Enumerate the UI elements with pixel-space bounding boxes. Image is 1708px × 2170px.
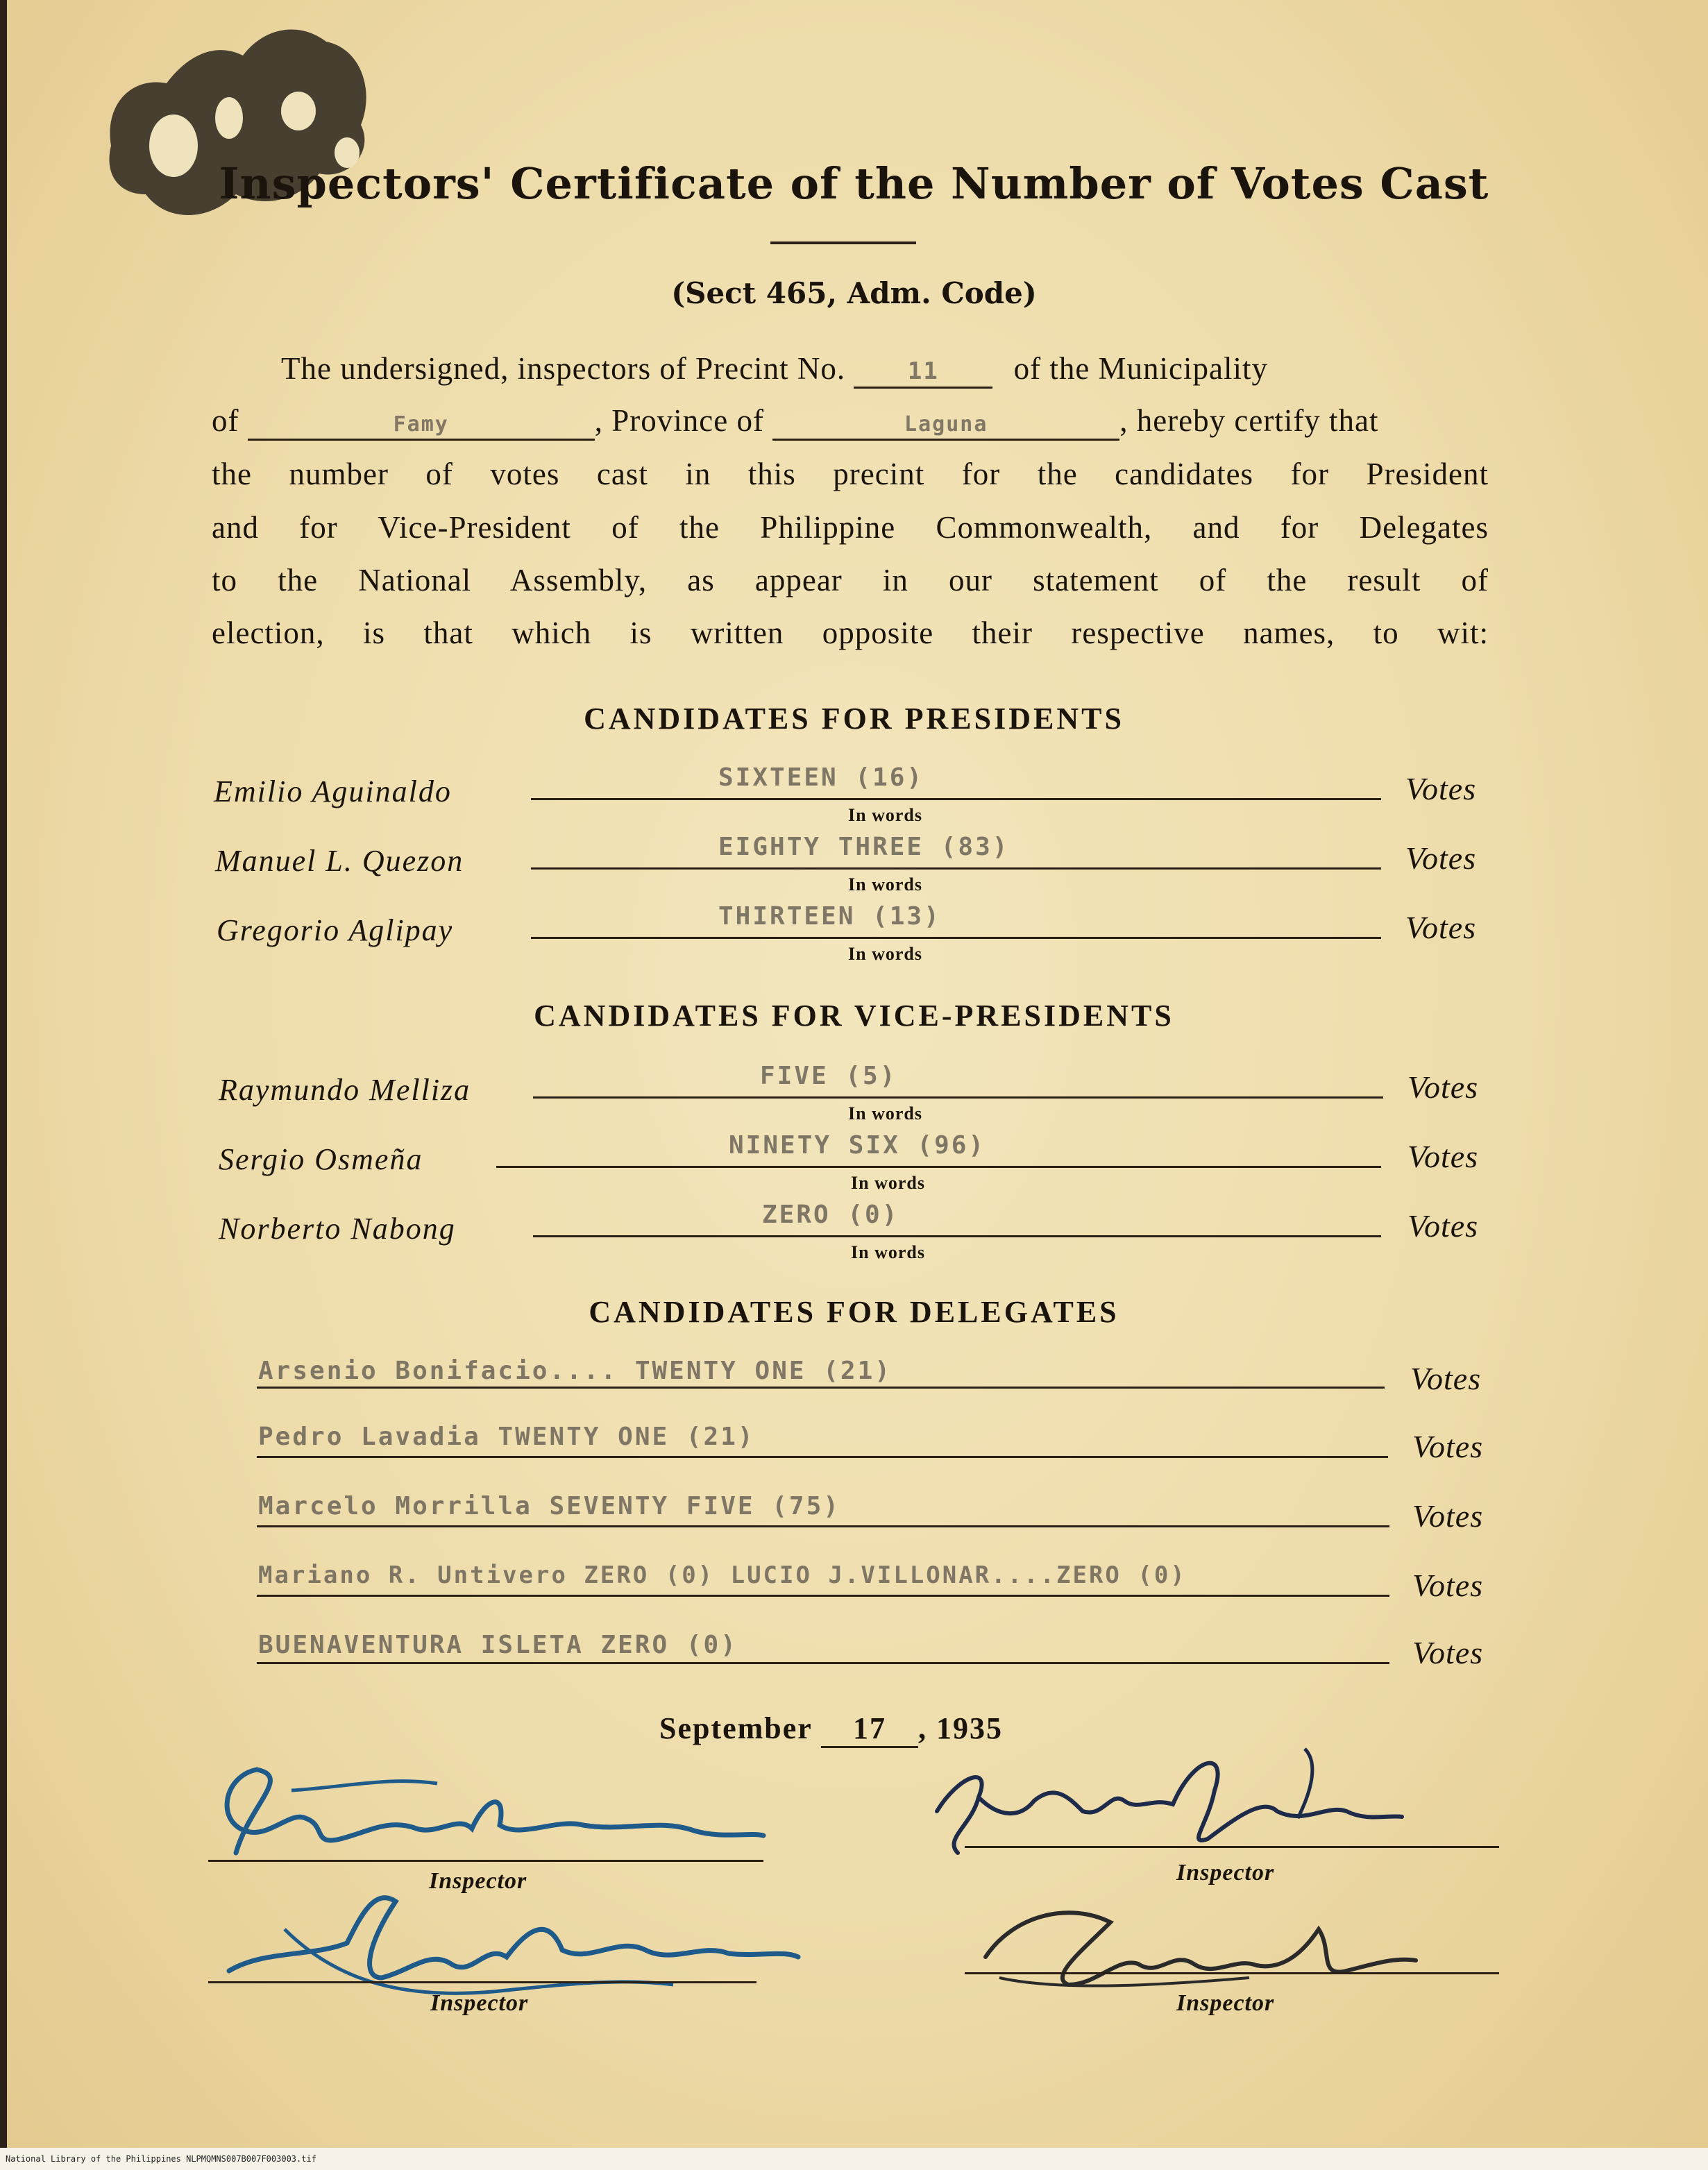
- vote-count-typed: THIRTEEN (13): [718, 902, 941, 931]
- document-subtitle: (Sect 465, Adm. Code): [671, 276, 1037, 310]
- delegate-entry-typed: Marcelo Morrilla SEVENTY FIVE (75): [258, 1492, 840, 1520]
- province-field: Laguna: [772, 402, 1119, 441]
- answer-line: [257, 1456, 1388, 1458]
- candidate-name: Emilio Aguinaldo: [214, 774, 452, 808]
- answer-line: [533, 1235, 1381, 1237]
- delegates-heading: CANDIDATES FOR DELEGATES: [589, 1295, 1119, 1329]
- intro-line-6: election, is that which is written opposite their respective names, to wit:: [212, 616, 1489, 650]
- intro-line-2: of Famy , Province of Laguna , hereby certify that: [212, 402, 1489, 441]
- answer-line: [531, 867, 1381, 870]
- signature-line: [208, 1860, 763, 1862]
- day-field: 17: [821, 1711, 918, 1748]
- presidents-heading: CANDIDATES FOR PRESIDENTS: [584, 702, 1124, 736]
- scan-edge: [0, 0, 7, 2170]
- vote-count-typed: SIXTEEN (16): [718, 763, 924, 792]
- answer-line: [257, 1525, 1389, 1527]
- in-words-label: In words: [848, 805, 922, 825]
- vote-count-typed: NINETY SIX (96): [729, 1131, 986, 1160]
- in-words-label: In words: [848, 944, 922, 964]
- votes-label: Votes: [1412, 1429, 1484, 1464]
- votes-label: Votes: [1405, 771, 1477, 806]
- delegate-entry-typed: Mariano R. Untivero ZERO (0) LUCIO J.VILLONAR....ZERO (0): [258, 1561, 1187, 1589]
- answer-line: [257, 1387, 1385, 1389]
- signature-line: [208, 1981, 756, 1983]
- intro-line-4: and for Vice-President of the Philippine Commonwealth, and for Delegates: [212, 510, 1489, 545]
- answer-line: [496, 1166, 1381, 1168]
- answer-line: [531, 798, 1381, 800]
- candidate-name: Manuel L. Quezon: [215, 844, 464, 878]
- vote-count-typed: EIGHTY THREE (83): [718, 833, 1010, 861]
- municipality-field: Famy: [248, 402, 595, 441]
- delegate-entry-typed: BUENAVENTURA ISLETA ZERO (0): [258, 1631, 738, 1659]
- inspector-label: Inspector: [1176, 1990, 1275, 2016]
- votes-label: Votes: [1412, 1568, 1484, 1603]
- votes-label: Votes: [1405, 910, 1477, 945]
- title-divider: [770, 241, 916, 244]
- votes-label: Votes: [1412, 1498, 1484, 1534]
- votes-label: Votes: [1405, 840, 1477, 876]
- answer-line: [533, 1096, 1383, 1099]
- delegate-entry-typed: Pedro Lavadia TWENTY ONE (21): [258, 1423, 755, 1451]
- vote-count-typed: FIVE (5): [760, 1062, 897, 1090]
- candidate-name: Raymundo Melliza: [219, 1073, 471, 1107]
- votes-label: Votes: [1407, 1208, 1479, 1244]
- vice-presidents-heading: CANDIDATES FOR VICE-PRESIDENTS: [534, 999, 1174, 1033]
- signature-line: [965, 1972, 1499, 1974]
- candidate-name: Sergio Osmeña: [219, 1142, 423, 1176]
- inspector-label: Inspector: [430, 1990, 529, 2016]
- delegate-entry-typed: Arsenio Bonifacio.... TWENTY ONE (21): [258, 1357, 892, 1385]
- intro-line-3: the number of votes cast in this precint for the candidates for President: [212, 457, 1489, 491]
- answer-line: [257, 1662, 1389, 1664]
- intro-line-5: to the National Assembly, as appear in our statement of the result of: [212, 563, 1489, 597]
- signature-line: [965, 1846, 1499, 1848]
- answer-line: [257, 1595, 1389, 1597]
- scan-footer-text: National Library of the Philippines NLPMQMNS007B007F003003.tif: [6, 2154, 316, 2164]
- answer-line: [531, 937, 1381, 939]
- in-words-label: In words: [851, 1242, 925, 1262]
- intro-line-1: The undersigned, inspectors of Precint No. 11 of the Municipality: [212, 350, 1489, 389]
- votes-label: Votes: [1412, 1635, 1484, 1670]
- votes-label: Votes: [1410, 1361, 1482, 1396]
- candidate-name: Gregorio Aglipay: [217, 913, 454, 947]
- in-words-label: In words: [848, 874, 922, 895]
- certificate-date: September 17 , 1935: [659, 1711, 1003, 1748]
- inspector-label: Inspector: [429, 1868, 527, 1894]
- votes-label: Votes: [1407, 1069, 1479, 1105]
- candidate-name: Norberto Nabong: [219, 1212, 456, 1246]
- vote-count-typed: ZERO (0): [762, 1201, 899, 1229]
- votes-label: Votes: [1407, 1139, 1479, 1174]
- in-words-label: In words: [848, 1103, 922, 1124]
- inspector-label: Inspector: [1176, 1860, 1275, 1885]
- precinct-number-field: 11: [854, 350, 992, 389]
- document-title: Inspectors' Certificate of the Number of Votes Cast: [219, 158, 1489, 209]
- in-words-label: In words: [851, 1173, 925, 1193]
